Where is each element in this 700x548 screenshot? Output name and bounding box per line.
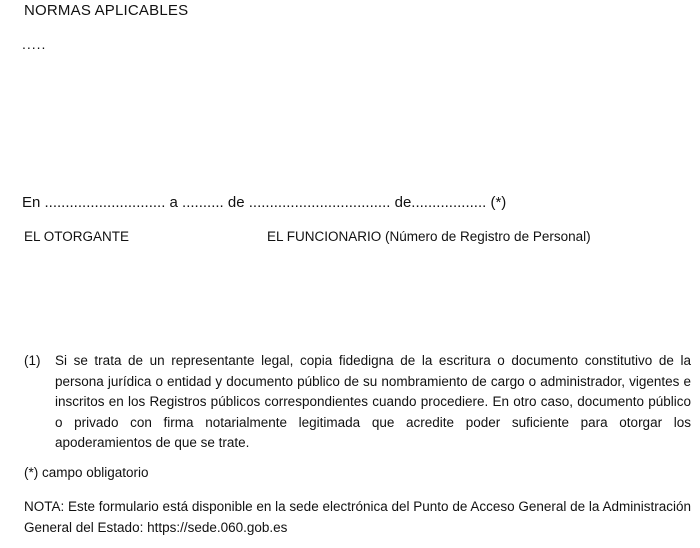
section-heading: NORMAS APLICABLES xyxy=(24,2,189,19)
place-date-line: En ............................. a .......... de .................................. de.................. (*) xyxy=(22,194,507,211)
availability-note: NOTA: Este formulario está disponible en la sede electrónica del Punto de Acceso General de la Administración General del Estado: https://sede.060.gob.es xyxy=(24,499,691,535)
footnote xyxy=(24,351,691,454)
required-field-note: (*) campo obligatorio xyxy=(24,465,149,480)
signature-label-otorgante: EL OTORGANTE xyxy=(24,229,130,244)
footnote-text: Si se trata de un representante legal, copia fidedigna de la escritura o documento constitutivo de la persona jurídica o entidad y documento público de su nombramiento de cargo o administrador, vigentes e inscritos en los Registros públicos correspondientes cuando procediere. En otro caso, documento público o privado con firma notarialmente legitimada que acredite poder suficiente para otorgar los apoderamientos de que se trate. xyxy=(55,353,691,450)
footnote-number: (1) xyxy=(24,353,41,368)
signature-label-funcionario: EL FUNCIONARIO (Número de Registro de Personal) xyxy=(267,229,591,244)
placeholder-dots: ..... xyxy=(22,36,47,52)
